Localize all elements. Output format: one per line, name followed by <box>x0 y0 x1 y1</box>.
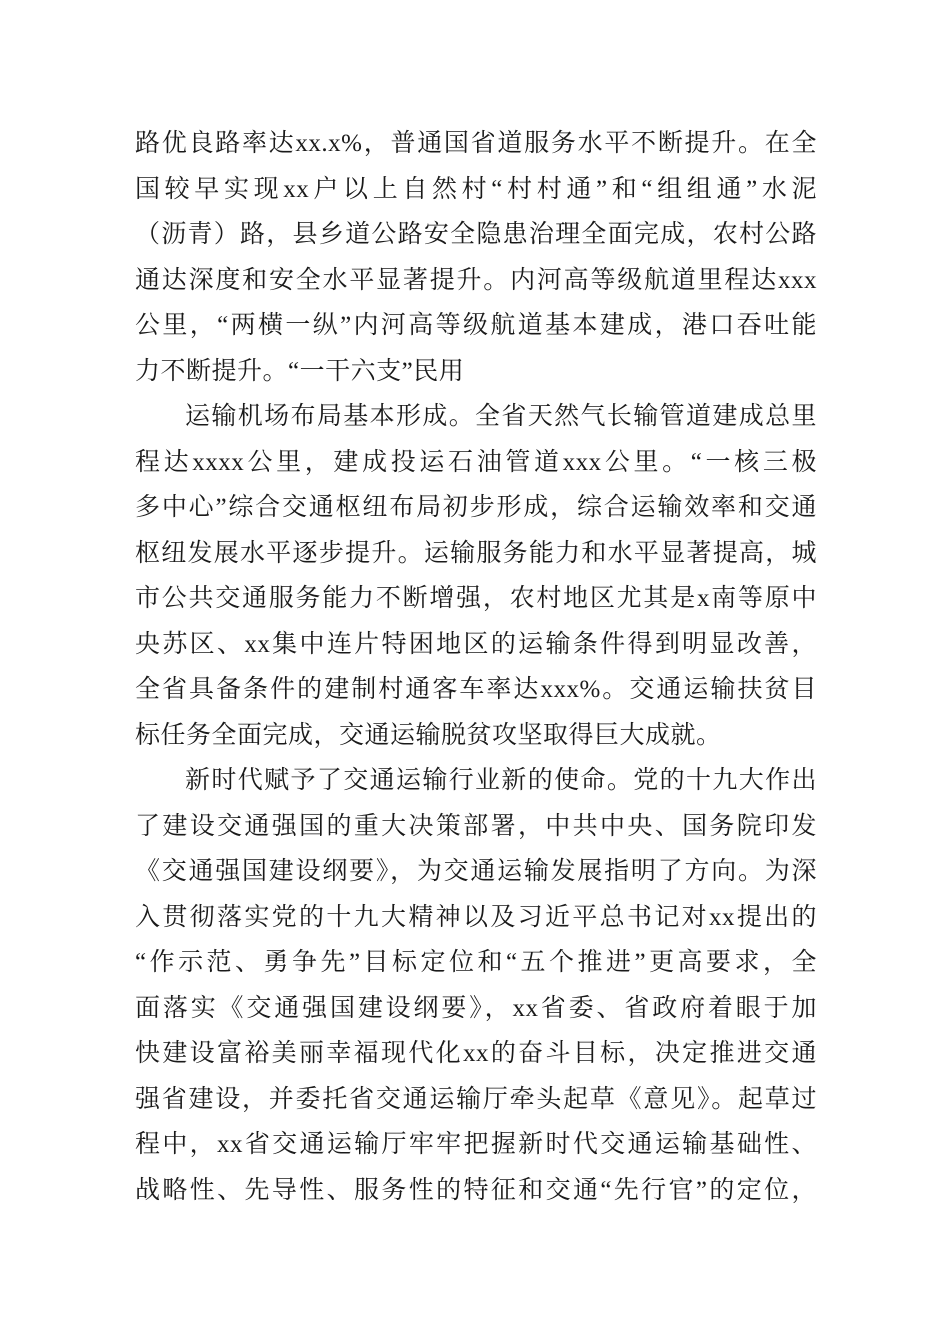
text-line: 市公共交通服务能力不断增强，农村地区尤其是x南等原中 <box>135 585 817 612</box>
paragraph-new-era <box>135 758 817 1213</box>
text-line: 运输机场布局基本形成。全省天然气长输管道建成总里 <box>185 403 817 430</box>
text-line: 了建设交通强国的重大决策部署，中共中央、国务院印发 <box>135 812 817 840</box>
document-body <box>135 121 817 1213</box>
text-line: 公里，“两横一纵”内河高等级航道基本建成，港口吞吐能 <box>135 312 817 339</box>
text-line: 国较早实现xx户以上自然村“村村通”和“组组通”水泥 <box>135 175 817 203</box>
paragraph-continued <box>135 121 817 394</box>
text-line: （沥青）路，县乡道公路安全隐患治理全面完成，农村公路 <box>135 221 817 248</box>
text-line: 程达xxxx公里，建成投运石油管道xxx公里。“一核三极 <box>135 448 817 476</box>
paragraph-achievements <box>135 394 817 758</box>
text-line: 强省建设，并委托省交通运输厅牵头起草《意见》。起草过 <box>135 1085 817 1113</box>
text-line: 路优良路率达xx.x%，普通国省道服务水平不断提升。在全 <box>135 130 817 157</box>
text-line: 力不断提升。“一干六支”民用 <box>135 357 465 385</box>
text-line: “作示范、勇争先”目标定位和“五个推进”更高要求，全 <box>135 949 817 976</box>
text-line: 通达深度和安全水平显著提升。内河高等级航道里程达xxx <box>135 266 817 294</box>
text-line: 程中，xx省交通运输厅牢牢把握新时代交通运输基础性、 <box>135 1131 817 1158</box>
text-line: 快建设富裕美丽幸福现代化xx的奋斗目标，决定推进交通 <box>135 1040 817 1067</box>
text-line: 全省具备条件的建制村通客车率达xxx%。交通运输扶贫目 <box>135 676 817 703</box>
text-line: 枢纽发展水平逐步提升。运输服务能力和水平显著提高，城 <box>135 539 817 567</box>
text-line: 《交通强国建设纲要》，为交通运输发展指明了方向。为深 <box>135 858 817 885</box>
text-line: 新时代赋予了交通运输行业新的使命。党的十九大作出 <box>185 767 817 794</box>
text-line: 面落实《交通强国建设纲要》，xx省委、省政府着眼于加 <box>135 994 817 1022</box>
text-line: 入贯彻落实党的十九大精神以及习近平总书记对xx提出的 <box>135 903 817 931</box>
text-line: 央苏区、xx集中连片特困地区的运输条件得到明显改善， <box>135 630 817 658</box>
text-line: 标任务全面完成，交通运输脱贫攻坚取得巨大成就。 <box>135 721 722 749</box>
text-line: 战略性、先导性、服务性的特征和交通“先行官”的定位， <box>135 1176 817 1204</box>
text-line: 多中心”综合交通枢纽布局初步形成，综合运输效率和交通 <box>135 494 817 521</box>
